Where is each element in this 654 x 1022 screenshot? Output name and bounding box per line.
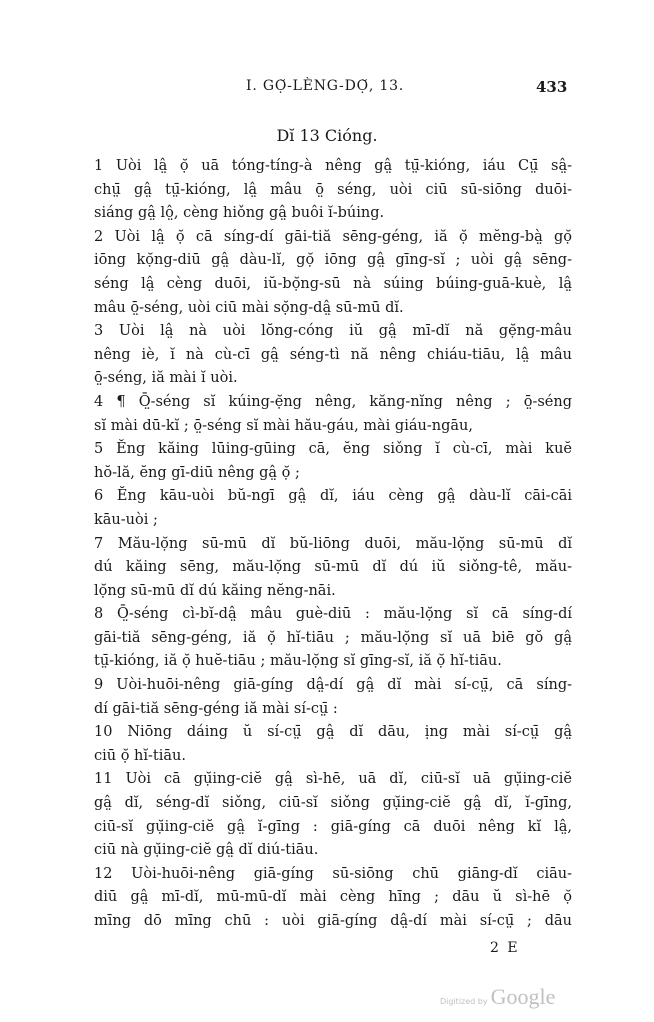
text-line: 2 Uòi lâ̤ ọ̆ cā síng-dí gāi-tiă sēng-géng, iă ọ̆ mĕng-bà̤ gọ̆ bbox=[94, 228, 572, 245]
text-line: 4 ¶ Ō̤-séng sĭ kúing-ẹ̆ng nêng, kăng-nĭng nêng ; ō̤-séng bbox=[94, 393, 572, 410]
text-line: 11 Uòi cā gụ̆ing-ciĕ gâ̤ sì-hē, uā dĭ, ciū-sĭ uā gụ̆ing-ciĕ bbox=[94, 771, 572, 788]
text-line: dí gāi-tiă sēng-géng iă mài sí-cṳ̄ : bbox=[94, 700, 338, 717]
chapter-title: Dĭ 13 Cióng. bbox=[276, 126, 378, 145]
text-line: 6 Ĕng kāu-uòi bŭ-ngī gâ̤ dĭ, iáu cèng gâ̤ dàu-lĭ cāi-cāi bbox=[94, 488, 572, 505]
text-line: ciū ọ̆ hĭ-tiāu. bbox=[94, 747, 186, 764]
running-head: I. GỌ̆-LÈNG-DỌ̆, 13. bbox=[246, 78, 405, 94]
watermark-prefix: Digitized by bbox=[440, 997, 488, 1006]
chapter-body bbox=[94, 155, 572, 934]
text-line: 5 Ĕng kăing lūing-gūing cā, ĕng siǒng ĭ cù-cī, mài kuĕ bbox=[94, 441, 572, 458]
text-line: 10 Niōng dáing ŭ sí-cṳ̄ gâ̤ dĭ dāu, ịng mài sí-cṳ̄ gâ̤ bbox=[94, 724, 572, 741]
text-line: hŏ-lă, ĕng gī-diū nêng gâ̤ ọ̆ ; bbox=[94, 464, 300, 481]
text-line: mīng dō mīng chū : uòi giā-gíng dâ̤-dí mài sí-cṳ̄ ; dāu bbox=[94, 913, 572, 929]
text-line: sĭ mài dū-kĭ ; ō̤-séng sĭ mài hău-gáu, mài giáu-ngāu, bbox=[94, 417, 473, 434]
text-line: gâ̤ dĭ, séng-dĭ siǒng, ciū-sĭ siǒng gụ̆ing-ciĕ gâ̤ dĭ, ĭ-gīng, bbox=[94, 795, 572, 812]
printer-signature: 2 E bbox=[490, 940, 520, 956]
text-line: lọ̆ng sū-mū dĭ dú kăing nĕng-nāi. bbox=[94, 582, 336, 599]
text-line: tṳ̄-kióng, iă ọ̆ huĕ-tiāu ; mău-lọ̆ng sĭ gīng-sĭ, iă ọ̆ hĭ-tiāu. bbox=[94, 653, 502, 670]
text-line: 9 Uòi-huōi-nêng giā-gíng dâ̤-dí gâ̤ dĭ mài sí-cṳ̄, cā síng- bbox=[94, 677, 572, 694]
text-line: 7 Mău-lọ̆ng sū-mū dĭ bŭ-liōng duōi, mău-lọ̆ng sū-mū dĭ bbox=[94, 535, 572, 552]
text-line: chṳ̄ gâ̤ tṳ̄-kióng, lâ̤ mâu ō̤ séng, uòi ciū sū-siōng duōi- bbox=[94, 181, 572, 198]
text-line: 3 Uòi lâ̤ nà uòi lŏng-cóng iŭ gâ̤ mī-dĭ nă gẹ̆ng-mâu bbox=[94, 323, 572, 340]
text-line: mâu ō̤-séng, uòi ciū mài sọ̆ng-dâ̤ sū-mū dĭ. bbox=[94, 299, 404, 316]
text-line: diū gâ̤ mī-dĭ, mū-mū-dĭ mài cèng hīng ; dāu ŭ sì-hē ọ̆ bbox=[94, 889, 572, 906]
text-line: dú kăing sēng, mău-lọ̆ng sū-mū dĭ dú iŭ siǒng-tê, mău- bbox=[94, 559, 572, 576]
page-header bbox=[0, 78, 654, 98]
text-line: séng lâ̤ cèng duōi, iŭ-bọ̆ng-sū nà súing búing-guā-kuè, lâ̤ bbox=[94, 275, 572, 292]
digitization-watermark bbox=[440, 984, 555, 1010]
text-line: kāu-uòi ; bbox=[94, 511, 158, 528]
text-line: ciū nà gụ̆ing-ciĕ gâ̤ dĭ diú-tiāu. bbox=[94, 842, 319, 859]
text-line: 1 Uòi lâ̤ ọ̆ uā tóng-tíng-à nêng gâ̤ tṳ̄-kióng, iáu Cṳ̄ sâ̤- bbox=[94, 158, 572, 174]
text-line: ō̤-séng, iă mài ĭ uòi. bbox=[94, 370, 238, 387]
text-line: iōng kọ̆ng-diū gâ̤ dàu-lĭ, gọ̆ iōng gâ̤ gīng-sĭ ; uòi gâ̤ sēng- bbox=[94, 252, 572, 269]
text-line: 8 Ō̤-séng cì-bĭ-dâ̤ mâu guè-diū : mău-lọ̆ng sĭ cā síng-dí bbox=[94, 606, 572, 623]
text-line: 12 Uòi-huōi-nêng giā-gíng sū-siōng chū giāng-dĭ ciāu- bbox=[94, 865, 572, 882]
page-number: 433 bbox=[536, 78, 568, 96]
text-line: gāi-tiă sēng-géng, iă ọ̆ hĭ-tiāu ; mău-lọ̆ng sĭ uā biē gŏ gâ̤ bbox=[94, 629, 572, 646]
text-line: ciū-sĭ gụ̆ing-ciĕ gâ̤ ĭ-gīng : giā-gíng cā duōi nêng kĭ lâ̤, bbox=[94, 818, 572, 835]
text-line: nêng iè, ĭ nà cù-cī gâ̤ séng-tì nă nêng chiáu-tiāu, lâ̤ mâu bbox=[94, 346, 572, 363]
watermark-brand: Google bbox=[490, 984, 556, 1009]
text-line: siáng gâ̤ lô̤, cèng hiǒng gâ̤ buôi ĭ-búing. bbox=[94, 205, 385, 222]
